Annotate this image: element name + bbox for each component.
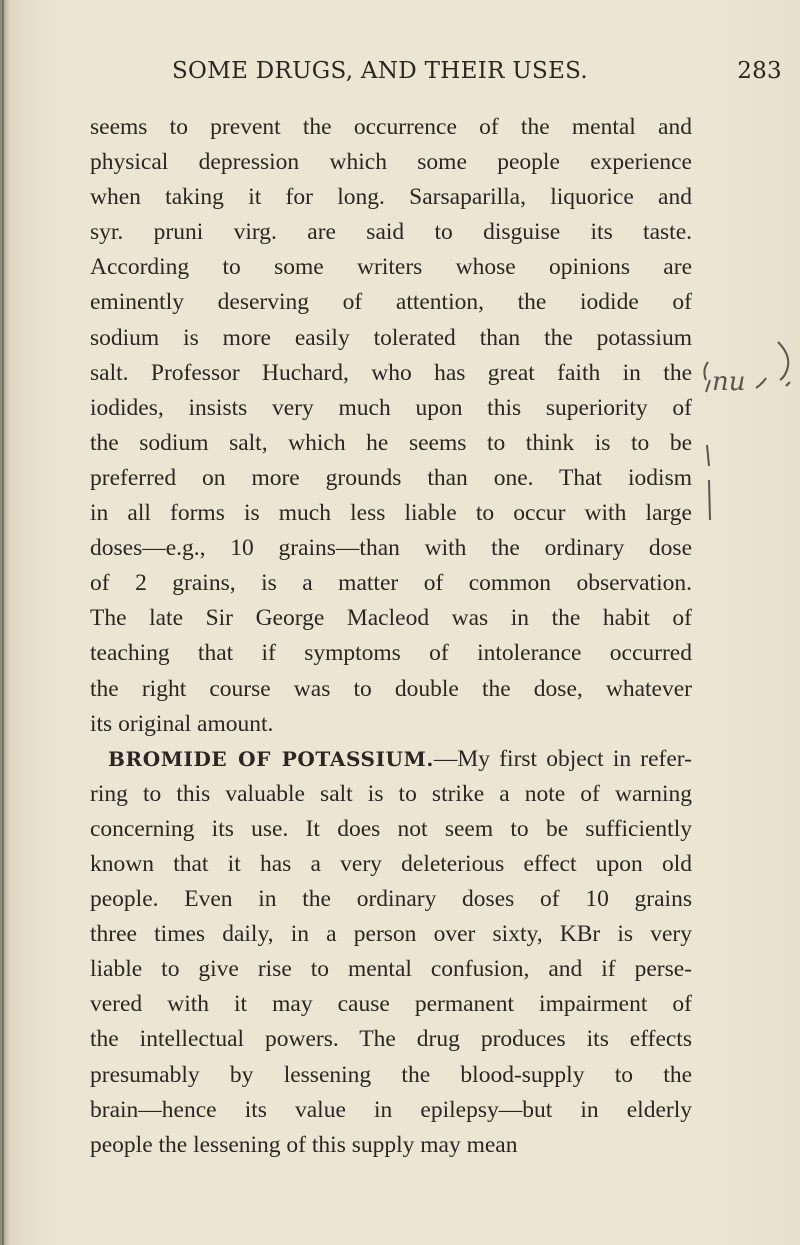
text-line: doses—e.g., 10 grains—than with the ordinary dose: [90, 535, 692, 562]
binding-edge: [2, 0, 4, 1245]
text-line: of 2 grains, is a matter of common observation.: [90, 570, 692, 597]
text-line: preferred on more grounds than one. That iodism: [90, 464, 692, 491]
text-line: people the lessening of this supply may mean: [90, 1131, 518, 1158]
text-line: seems to prevent the occurrence of the mental and: [90, 114, 692, 140]
text-line: The late Sir George Macleod was in the habit of: [90, 605, 692, 632]
text-line: iodides, insists very much upon this superiority of: [90, 394, 692, 421]
text-line: vered with it may cause permanent impairment of: [90, 991, 692, 1018]
text-line: concerning its use. It does not seem to be sufficiently: [90, 815, 692, 842]
body-text: [90, 110, 692, 1163]
text-line: salt. Professor Huchard, who has great faith in the: [90, 359, 692, 386]
text-line: liable to give rise to mental confusion, and if perse-: [90, 956, 692, 983]
handwritten-margin-note: [700, 340, 795, 550]
text-line: the sodium salt, which he seems to think is to be: [90, 429, 692, 456]
text-line: in all forms is much less liable to occur with large: [90, 500, 692, 527]
text-line: the right course was to double the dose, whatever: [90, 675, 692, 702]
annotation-text: nu: [712, 367, 746, 397]
running-header: [92, 58, 782, 94]
paragraph: [90, 742, 692, 1163]
text-line: sodium is more easily tolerated than the potassium: [90, 324, 692, 351]
paragraph-opening-line: [90, 742, 692, 777]
text-line: brain—hence its value in epilepsy—but in elderly: [90, 1096, 692, 1123]
section-heading: BROMIDE OF POTASSIUM.: [108, 746, 434, 771]
page-number: 283: [737, 58, 782, 84]
text-line: physical depression which some people experience: [90, 149, 692, 176]
text-line: presumably by lessening the blood-supply to the: [90, 1061, 692, 1088]
text-line: ring to this valuable salt is to strike a note of warning: [90, 780, 692, 807]
text-fragment: —My first object in refer-: [433, 745, 692, 772]
text-line: known that it has a very deleterious effect upon old: [90, 850, 692, 877]
text-line: people. Even in the ordinary doses of 10 grains: [90, 886, 692, 913]
text-line: eminently deserving of attention, the iodide of: [90, 289, 692, 316]
text-line: syr. pruni virg. are said to disguise its taste.: [90, 219, 692, 246]
text-line: the intellectual powers. The drug produces its effects: [90, 1026, 692, 1053]
text-line: three times daily, in a person over sixty, KBr is very: [90, 921, 692, 948]
text-line: when taking it for long. Sarsaparilla, liquorice and: [90, 184, 692, 211]
paragraph: [90, 110, 692, 742]
text-line: According to some writers whose opinions are: [90, 254, 692, 281]
text-line: its original amount.: [90, 710, 274, 737]
page-title: SOME DRUGS, AND THEIR USES.: [172, 58, 589, 84]
text-line: teaching that if symptoms of intolerance occurred: [90, 640, 692, 667]
